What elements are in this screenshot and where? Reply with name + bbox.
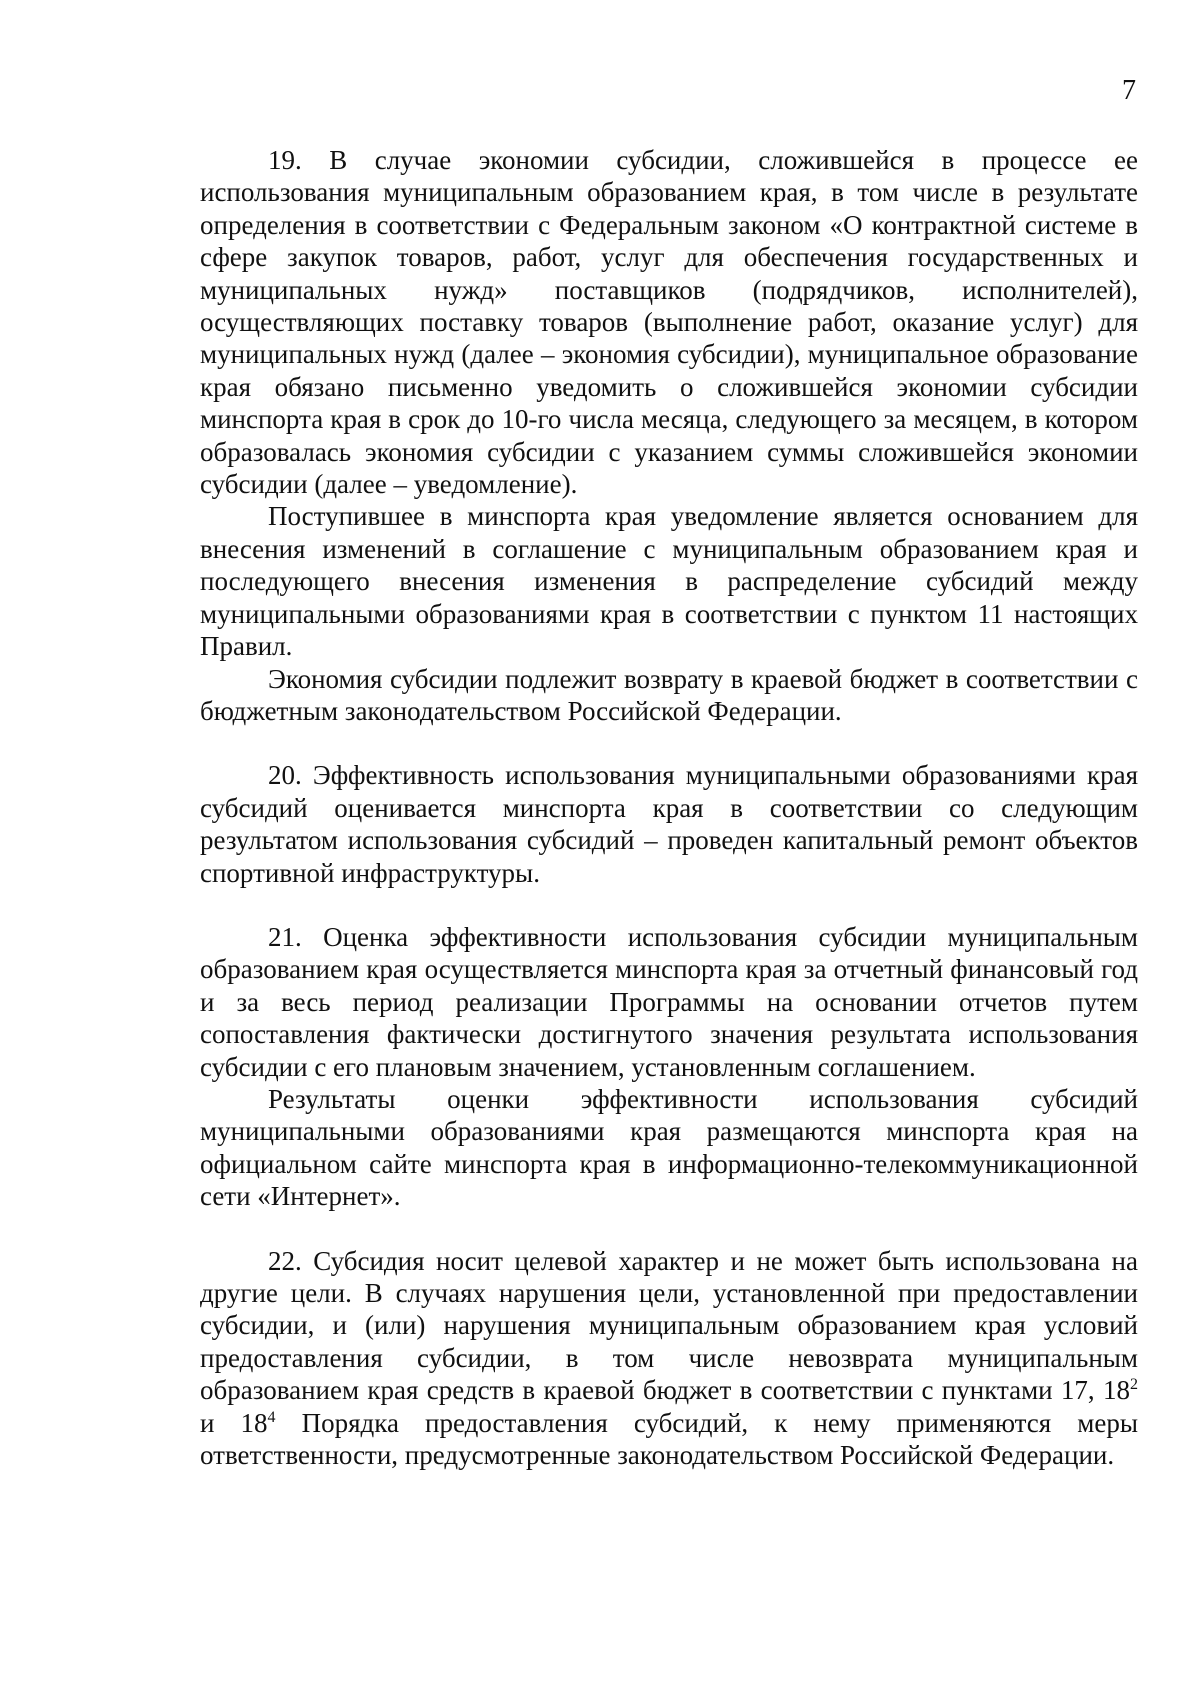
superscript-2: 2	[1130, 1376, 1138, 1394]
paragraph-19-notification: Поступившее в минспорта края уведомление является основанием для внесения изменений в соглашение с муниципальным образованием края и последующего внесения изменения в распределение субсидий между муниципальными образованиями края в соответствии с пунктом 11 настоящих Правил.	[200, 501, 1138, 662]
paragraph-21-results: Результаты оценки эффективности использования субсидий муниципальными образованиями края размещаются минспорта края на официальном сайте минспорта края в информационно-телекоммуникационной сети «Интернет».	[200, 1083, 1138, 1212]
paragraph-22	[200, 1245, 1138, 1472]
document-body	[200, 144, 1138, 1471]
paragraph-22-part1: 22. Субсидия носит целевой характер и не может быть использована на другие цели. В случаях нарушения цели, установленной при предоставлении субсидии, и (или) нарушения муниципальным образованием края условий предоставления субсидии, в том числе невозврата муниципальным образованием края средств в краевой бюджет в соответствии с пунктами 17, 18	[200, 1245, 1138, 1406]
paragraph-19-refund: Экономия субсидии подлежит возврату в краевой бюджет в соответствии с бюджетным законодательством Российской Федерации.	[200, 663, 1138, 726]
paragraph-19: 19. В случае экономии субсидии, сложившейся в процессе ее использования муниципальным образованием края, в том числе в результате определения в соответствии с Федеральным законом «О контрактной системе в сфере закупок товаров, работ, услуг для обеспечения государственных и муниципальных нужд» поставщиков (подрядчиков, исполнителей), осуществляющих поставку товаров (выполнение работ, оказание услуг) для муниципальных нужд (далее – экономия субсидии), муниципальное образование края обязано письменно уведомить о сложившейся экономии субсидии минспорта края в срок до 10-го числа месяца, следующего за месяцем, в котором образовалась экономия субсидии с указанием суммы сложившейся экономии субсидии (далее – уведомление).	[200, 145, 1138, 500]
page-number: 7	[1122, 75, 1136, 106]
paragraph-20: 20. Эффективность использования муниципальными образованиями края субсидий оценивается минспорта края в соответствии со следующим результатом использования субсидий – проведен капитальный ремонт объектов спортивной инфраструктуры.	[200, 760, 1138, 888]
paragraph-21: 21. Оценка эффективности использования субсидии муниципальным образованием края осуществляется минспорта края за отчетный финансовый год и за весь период реализации Программы на основании отчетов путем сопоставления фактически достигнутого значения результата использования субсидии с его плановым значением, установленным соглашением.	[200, 921, 1138, 1082]
superscript-4: 4	[267, 1408, 276, 1426]
paragraph-22-part3: Порядка предоставления субсидий, к нему применяются меры ответственности, предусмотренные законодательством Российской Федерации.	[200, 1407, 1138, 1471]
paragraph-22-part2: и 18	[200, 1407, 268, 1438]
